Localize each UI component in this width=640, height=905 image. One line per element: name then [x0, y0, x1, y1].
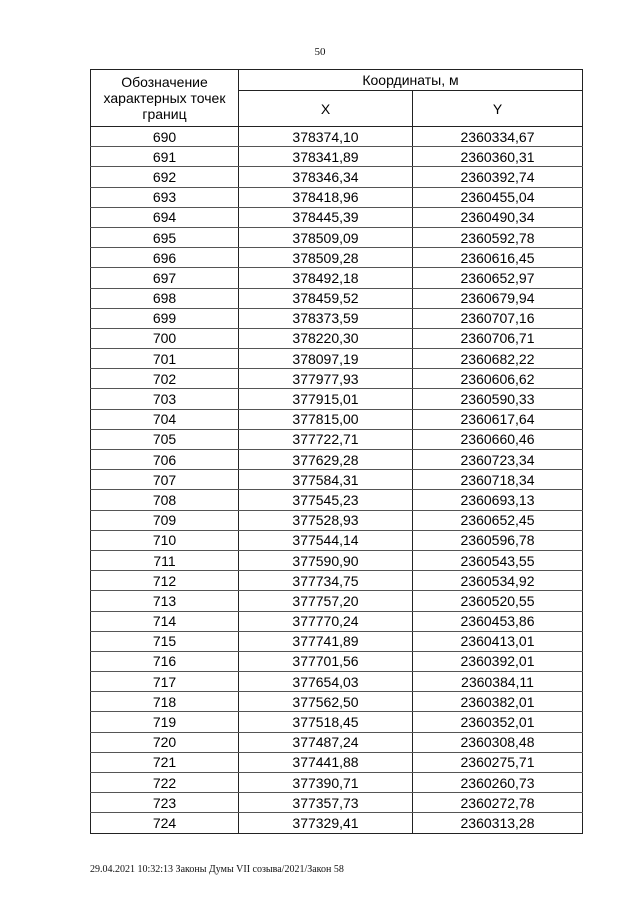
- table-row: [91, 187, 583, 207]
- y-coordinate-cell: 2360490,34: [413, 207, 583, 227]
- x-coordinate-cell: 377915,01: [239, 389, 413, 409]
- table-row: [91, 207, 583, 227]
- table-row: [91, 308, 583, 328]
- y-coordinate-cell: 2360606,62: [413, 369, 583, 389]
- table-row: [91, 510, 583, 530]
- x-coordinate-cell: 377815,00: [239, 409, 413, 429]
- point-number-cell: 714: [91, 611, 239, 631]
- point-number-cell: 715: [91, 631, 239, 651]
- x-coordinate-cell: 378374,10: [239, 127, 413, 147]
- x-coordinate-cell: 378373,59: [239, 308, 413, 328]
- table-row: [91, 328, 583, 348]
- table-row: [91, 732, 583, 752]
- point-number-cell: 697: [91, 268, 239, 288]
- point-number-cell: 720: [91, 732, 239, 752]
- y-coordinate-cell: 2360413,01: [413, 631, 583, 651]
- table-row: [91, 490, 583, 510]
- y-coordinate-cell: 2360392,01: [413, 651, 583, 671]
- header-y: Y: [413, 91, 583, 127]
- x-coordinate-cell: 378459,52: [239, 288, 413, 308]
- y-coordinate-cell: 2360543,55: [413, 550, 583, 570]
- table-row: [91, 631, 583, 651]
- point-number-cell: 723: [91, 793, 239, 813]
- table-row: [91, 227, 583, 247]
- footer-stamp: 29.04.2021 10:32:13 Законы Думы VII созыва/2021/Закон 58: [90, 864, 344, 875]
- x-coordinate-cell: 378509,09: [239, 227, 413, 247]
- y-coordinate-cell: 2360707,16: [413, 308, 583, 328]
- x-coordinate-cell: 378509,28: [239, 248, 413, 268]
- x-coordinate-cell: 377528,93: [239, 510, 413, 530]
- x-coordinate-cell: 378418,96: [239, 187, 413, 207]
- table-row: [91, 409, 583, 429]
- point-number-cell: 708: [91, 490, 239, 510]
- point-number-cell: 695: [91, 227, 239, 247]
- table-row: [91, 793, 583, 813]
- table-row: [91, 288, 583, 308]
- point-number-cell: 711: [91, 550, 239, 570]
- y-coordinate-cell: 2360652,97: [413, 268, 583, 288]
- x-coordinate-cell: 378445,39: [239, 207, 413, 227]
- point-number-cell: 702: [91, 369, 239, 389]
- y-coordinate-cell: 2360693,13: [413, 490, 583, 510]
- point-number-cell: 691: [91, 147, 239, 167]
- x-coordinate-cell: 377487,24: [239, 732, 413, 752]
- x-coordinate-cell: 378097,19: [239, 349, 413, 369]
- table-row: [91, 651, 583, 671]
- point-number-cell: 700: [91, 328, 239, 348]
- point-number-cell: 717: [91, 672, 239, 692]
- x-coordinate-cell: 377545,23: [239, 490, 413, 510]
- point-number-cell: 706: [91, 450, 239, 470]
- y-coordinate-cell: 2360534,92: [413, 571, 583, 591]
- x-coordinate-cell: 377757,20: [239, 591, 413, 611]
- y-coordinate-cell: 2360706,71: [413, 328, 583, 348]
- y-coordinate-cell: 2360352,01: [413, 712, 583, 732]
- table-row: [91, 672, 583, 692]
- point-number-cell: 722: [91, 773, 239, 793]
- table-row: [91, 530, 583, 550]
- y-coordinate-cell: 2360590,33: [413, 389, 583, 409]
- x-coordinate-cell: 377629,28: [239, 450, 413, 470]
- y-coordinate-cell: 2360313,28: [413, 813, 583, 833]
- table-row: [91, 389, 583, 409]
- y-coordinate-cell: 2360392,74: [413, 167, 583, 187]
- point-number-cell: 712: [91, 571, 239, 591]
- x-coordinate-cell: 377518,45: [239, 712, 413, 732]
- y-coordinate-cell: 2360453,86: [413, 611, 583, 631]
- y-coordinate-cell: 2360384,11: [413, 672, 583, 692]
- table-row: [91, 147, 583, 167]
- x-coordinate-cell: 377977,93: [239, 369, 413, 389]
- table-body: [91, 127, 583, 834]
- y-coordinate-cell: 2360308,48: [413, 732, 583, 752]
- x-coordinate-cell: 378220,30: [239, 328, 413, 348]
- x-coordinate-cell: 377701,56: [239, 651, 413, 671]
- point-number-cell: 701: [91, 349, 239, 369]
- y-coordinate-cell: 2360382,01: [413, 692, 583, 712]
- point-number-cell: 721: [91, 752, 239, 772]
- x-coordinate-cell: 377734,75: [239, 571, 413, 591]
- y-coordinate-cell: 2360660,46: [413, 429, 583, 449]
- point-number-cell: 694: [91, 207, 239, 227]
- point-number-cell: 719: [91, 712, 239, 732]
- table-row: [91, 813, 583, 833]
- point-number-cell: 693: [91, 187, 239, 207]
- table-row: [91, 752, 583, 772]
- y-coordinate-cell: 2360652,45: [413, 510, 583, 530]
- point-number-cell: 705: [91, 429, 239, 449]
- y-coordinate-cell: 2360679,94: [413, 288, 583, 308]
- point-number-cell: 692: [91, 167, 239, 187]
- x-coordinate-cell: 377441,88: [239, 752, 413, 772]
- x-coordinate-cell: 377544,14: [239, 530, 413, 550]
- y-coordinate-cell: 2360592,78: [413, 227, 583, 247]
- point-number-cell: 724: [91, 813, 239, 833]
- table-row: [91, 692, 583, 712]
- x-coordinate-cell: 377722,71: [239, 429, 413, 449]
- table-row: [91, 571, 583, 591]
- table-row: [91, 470, 583, 490]
- x-coordinate-cell: 377770,24: [239, 611, 413, 631]
- table-row: [91, 369, 583, 389]
- y-coordinate-cell: 2360260,73: [413, 773, 583, 793]
- y-coordinate-cell: 2360682,22: [413, 349, 583, 369]
- table-row: [91, 167, 583, 187]
- header-x: X: [239, 91, 413, 127]
- x-coordinate-cell: 377590,90: [239, 550, 413, 570]
- y-coordinate-cell: 2360334,67: [413, 127, 583, 147]
- point-number-cell: 704: [91, 409, 239, 429]
- x-coordinate-cell: 377584,31: [239, 470, 413, 490]
- point-number-cell: 713: [91, 591, 239, 611]
- y-coordinate-cell: 2360360,31: [413, 147, 583, 167]
- table-row: [91, 429, 583, 449]
- point-number-cell: 699: [91, 308, 239, 328]
- header-coordinates: Координаты, м: [239, 70, 583, 91]
- x-coordinate-cell: 377741,89: [239, 631, 413, 651]
- table-row: [91, 127, 583, 147]
- table-row: [91, 248, 583, 268]
- table-row: [91, 773, 583, 793]
- table-row: [91, 450, 583, 470]
- y-coordinate-cell: 2360272,78: [413, 793, 583, 813]
- table-row: [91, 550, 583, 570]
- x-coordinate-cell: 378341,89: [239, 147, 413, 167]
- table-row: [91, 611, 583, 631]
- point-number-cell: 709: [91, 510, 239, 530]
- header-point-designation: Обозначение характерных точек границ: [91, 70, 239, 127]
- y-coordinate-cell: 2360718,34: [413, 470, 583, 490]
- y-coordinate-cell: 2360455,04: [413, 187, 583, 207]
- table-row: [91, 591, 583, 611]
- x-coordinate-cell: 377329,41: [239, 813, 413, 833]
- x-coordinate-cell: 377562,50: [239, 692, 413, 712]
- y-coordinate-cell: 2360520,55: [413, 591, 583, 611]
- page-number: 50: [314, 46, 326, 58]
- point-number-cell: 690: [91, 127, 239, 147]
- x-coordinate-cell: 378492,18: [239, 268, 413, 288]
- y-coordinate-cell: 2360275,71: [413, 752, 583, 772]
- point-number-cell: 703: [91, 389, 239, 409]
- x-coordinate-cell: 377390,71: [239, 773, 413, 793]
- y-coordinate-cell: 2360617,64: [413, 409, 583, 429]
- y-coordinate-cell: 2360723,34: [413, 450, 583, 470]
- point-number-cell: 707: [91, 470, 239, 490]
- point-number-cell: 696: [91, 248, 239, 268]
- point-number-cell: 698: [91, 288, 239, 308]
- y-coordinate-cell: 2360596,78: [413, 530, 583, 550]
- x-coordinate-cell: 377654,03: [239, 672, 413, 692]
- coordinates-table: [90, 69, 583, 834]
- table-row: [91, 268, 583, 288]
- point-number-cell: 710: [91, 530, 239, 550]
- table-row: [91, 712, 583, 732]
- point-number-cell: 716: [91, 651, 239, 671]
- table-row: [91, 349, 583, 369]
- point-number-cell: 718: [91, 692, 239, 712]
- x-coordinate-cell: 378346,34: [239, 167, 413, 187]
- y-coordinate-cell: 2360616,45: [413, 248, 583, 268]
- x-coordinate-cell: 377357,73: [239, 793, 413, 813]
